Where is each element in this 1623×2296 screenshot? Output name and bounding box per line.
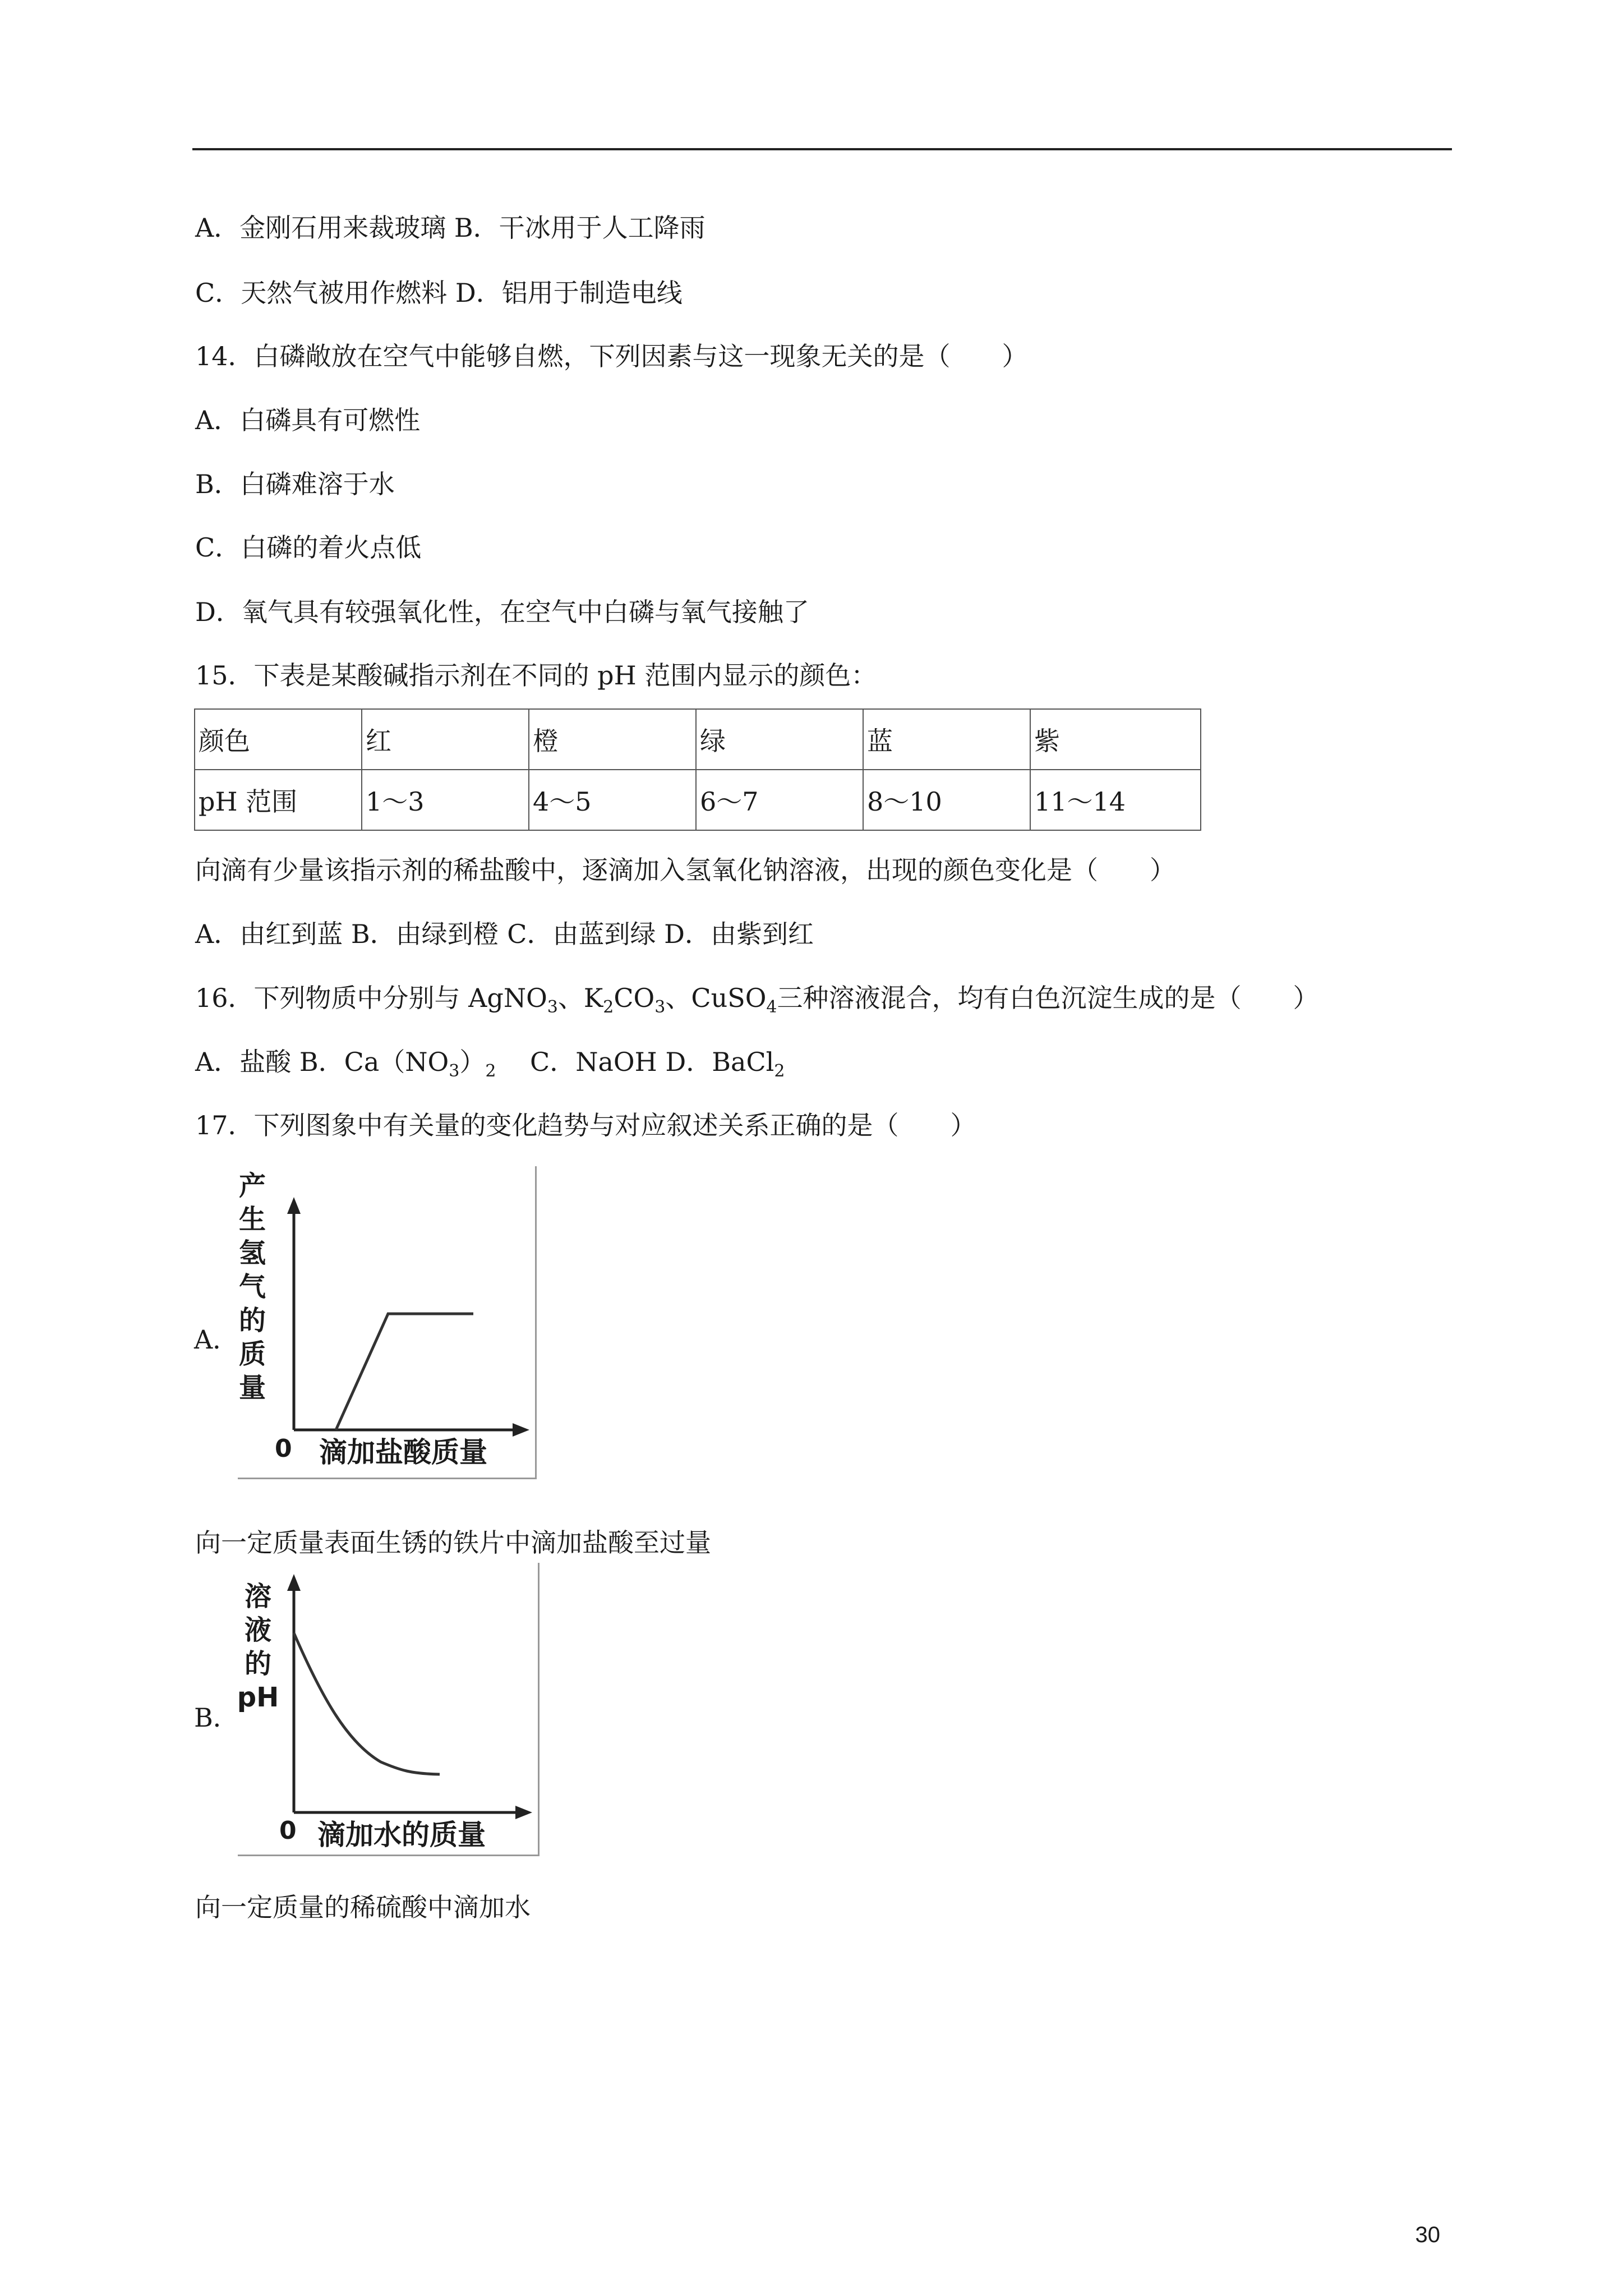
subscript: 2 [485,1061,496,1081]
table-row [195,770,1201,830]
subscript: 2 [603,997,614,1017]
q15-stem: 15．下表是某酸碱指示剂在不同的 pH 范围内显示的颜色： [195,660,877,691]
y-axis-char: pH [237,1682,279,1713]
y-axis-char: 的 [244,1648,271,1680]
q13-options-cd: C．天然气被用作燃料 D．铝用于制造电线 [195,278,683,308]
table-cell: 橙 [529,709,696,770]
q13-options-ab: A．金刚石用来裁玻璃 B．干冰用于人工降雨 [195,213,706,243]
x-axis-label: 滴加水的质量 [317,1819,486,1851]
subscript: 3 [449,1061,460,1081]
y-axis-char: 生 [238,1204,266,1235]
q15-options: A．由红到蓝 B．由绿到橙 C．由蓝到绿 D．由紫到红 [195,919,814,949]
text-segment: 三种溶液混合，均有白色沉淀生成的是（ ） [777,983,1319,1013]
y-axis-label [236,1169,269,1405]
y-axis-char: 液 [244,1614,271,1646]
q14-stem: 14．白磷敞放在空气中能够自燃，下列因素与这一现象无关的是（ ） [195,341,1028,371]
x-axis-arrow [515,1806,532,1819]
table-cell: 11～14 [1030,770,1201,830]
text-segment: 16．下列物质中分别与 AgNO [195,983,547,1013]
chart-a-svg [238,1166,535,1478]
option-a-description: 向一定质量表面生锈的铁片中滴加盐酸至过量 [195,1527,711,1558]
option-a-label: A． [194,1324,239,1355]
q16-options [195,1045,785,1079]
table-cell: 1～3 [362,770,529,830]
text-segment: C．NaOH D．BaCl [496,1047,774,1077]
origin-label: 0 [279,1816,297,1845]
x-axis-arrow [513,1423,529,1437]
header-rule [192,148,1452,150]
q14-option-c: C．白磷的着火点低 [195,532,422,563]
y-axis-char: 溶 [244,1581,271,1612]
page-number: 30 [1415,2223,1440,2247]
table-cell: 6～7 [696,770,863,830]
table-cell: pH 范围 [195,770,362,830]
y-axis-char: 气 [238,1271,266,1303]
text-segment: 、CuSO [665,983,767,1013]
table-cell: 红 [362,709,529,770]
subscript: 2 [774,1061,785,1081]
table-cell: 紫 [1030,709,1201,770]
chart-a-hydrogen-mass [238,1166,537,1479]
table-cell: 8～10 [863,770,1030,830]
y-axis-char: 质 [238,1338,266,1370]
text-segment: 、K [557,983,603,1013]
y-axis-char: 氢 [238,1237,266,1269]
text-segment: A．盐酸 B．Ca（NO [195,1047,449,1077]
y-axis-char: 的 [238,1305,266,1336]
subscript: 3 [654,997,666,1017]
q16-stem [195,981,1319,1015]
subscript: 3 [547,997,558,1017]
table-cell: 4～5 [529,770,696,830]
option-b-description: 向一定质量的稀硫酸中滴加水 [195,1892,531,1922]
table-cell: 蓝 [863,709,1030,770]
y-axis-arrow [287,1574,301,1591]
text-segment: ） [459,1047,486,1077]
table-cell: 绿 [696,709,863,770]
text-segment: CO [614,983,655,1013]
table-row [195,709,1201,770]
x-axis-label: 滴加盐酸质量 [319,1436,487,1469]
y-axis-char: 产 [238,1170,266,1202]
q14-option-a: A．白磷具有可燃性 [195,405,421,435]
indicator-table [194,708,1201,831]
chart-b-svg [238,1563,538,1855]
q14-option-b: B．白磷难溶于水 [195,469,395,499]
q15-question: 向滴有少量该指示剂的稀盐酸中，逐滴加入氢氧化钠溶液，出现的颜色变化是（ ） [195,855,1175,885]
y-axis-label [237,1580,279,1714]
y-axis-char: 量 [238,1372,266,1404]
q17-stem: 17．下列图象中有关量的变化趋势与对应叙述关系正确的是（ ） [195,1110,976,1140]
data-line [336,1314,473,1430]
option-b-label: B． [194,1703,239,1733]
y-axis-arrow [287,1197,301,1214]
origin-label: 0 [275,1434,292,1463]
table-cell: 颜色 [195,709,362,770]
subscript: 4 [766,997,777,1017]
chart-b-solution-ph [238,1563,540,1856]
q14-option-d: D．氧气具有较强氧化性，在空气中白磷与氧气接触了 [195,597,809,627]
data-curve [294,1633,440,1774]
